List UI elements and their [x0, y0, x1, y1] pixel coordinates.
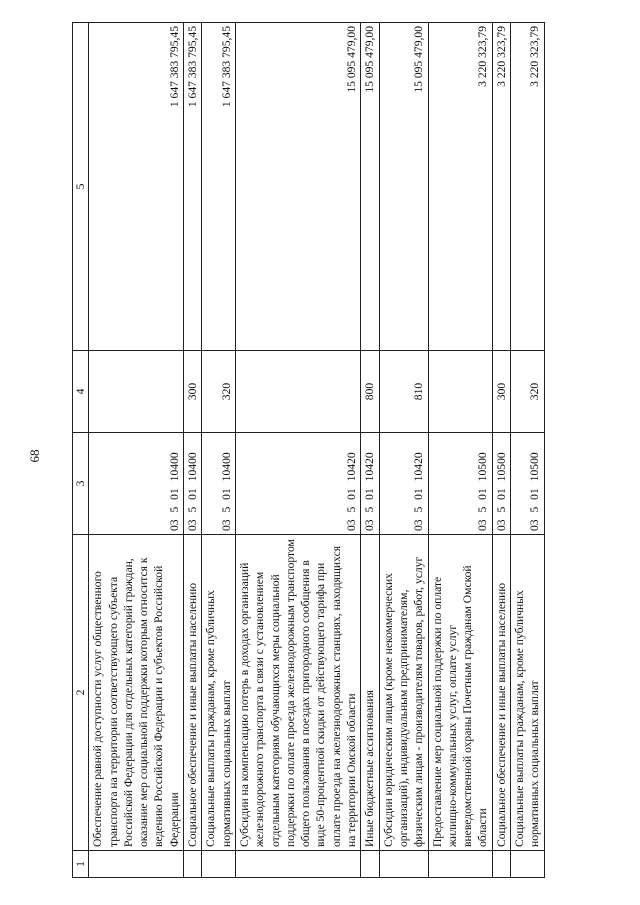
classification-code-cell: 03 5 01 10400 [202, 433, 236, 535]
column-header: 2 [73, 535, 89, 851]
classification-code-cell: 03 5 01 10400 [89, 433, 184, 535]
expense-type-cell: 810 [379, 351, 428, 433]
expense-name-cell: Социальное обеспечение и иные выплаты населению [492, 535, 510, 851]
first-column-cell [492, 851, 510, 878]
expense-name-cell: Социальные выплаты гражданам, кроме публичных нормативных социальных выплат [202, 535, 236, 851]
first-column-cell [184, 851, 202, 878]
first-column-cell [428, 851, 492, 878]
budget-table [72, 22, 545, 878]
column-header: 1 [73, 851, 89, 878]
amount-cell: 1 647 383 795,45 [184, 23, 202, 351]
header-row [73, 23, 89, 878]
first-column-cell [361, 851, 379, 878]
column-header: 3 [73, 433, 89, 535]
table-row [379, 23, 428, 878]
expense-type-cell: 800 [361, 351, 379, 433]
first-column-cell [379, 851, 428, 878]
amount-cell: 15 095 479,00 [379, 23, 428, 351]
table-row [428, 23, 492, 878]
first-column-cell [202, 851, 236, 878]
classification-code-cell: 03 5 01 10400 [184, 433, 202, 535]
expense-type-cell [235, 351, 360, 433]
first-column-cell [511, 851, 545, 878]
expense-name-cell: Социальные выплаты гражданам, кроме публичных нормативных социальных выплат [511, 535, 545, 851]
first-column-cell [235, 851, 360, 878]
classification-code-cell: 03 5 01 10420 [235, 433, 360, 535]
amount-cell: 3 220 323,79 [492, 23, 510, 351]
amount-cell: 1 647 383 795,45 [89, 23, 184, 351]
amount-cell: 3 220 323,79 [511, 23, 545, 351]
amount-cell: 15 095 479,00 [361, 23, 379, 351]
expense-type-cell [89, 351, 184, 433]
classification-code-cell: 03 5 01 10500 [511, 433, 545, 535]
amount-cell: 3 220 323,79 [428, 23, 492, 351]
table-row [202, 23, 236, 878]
expense-type-cell: 300 [492, 351, 510, 433]
expense-name-cell: Субсидии на компенсацию потерь в доходах организаций железнодорожного транспорта в связи с установлением отдельным категориям обучающихся меры социальной поддержки по оплате проезда железнодорожным транспортом общего пользования в поездах пригородного сообщения в виде 50-процентной скидки от действующего тарифа при оплате проезда на железнодорожных станциях, находящихся на территории Омской области [235, 535, 360, 851]
expense-type-cell: 320 [202, 351, 236, 433]
expense-type-cell: 300 [184, 351, 202, 433]
table-row [184, 23, 202, 878]
table-row [235, 23, 360, 878]
amount-cell: 1 647 383 795,45 [202, 23, 236, 351]
amount-cell: 15 095 479,00 [235, 23, 360, 351]
page-number: 68 [27, 449, 42, 463]
table-row [89, 23, 184, 878]
table-row [511, 23, 545, 878]
first-column-cell [89, 851, 184, 878]
expense-type-cell [428, 351, 492, 433]
classification-code-cell: 03 5 01 10420 [361, 433, 379, 535]
expense-name-cell: Предоставление мер социальной поддержки по оплате жилищно-коммунальных услуг, оплате услуг вневедомственной охраны Почетным гражданам Омской области [428, 535, 492, 851]
classification-code-cell: 03 5 01 10500 [492, 433, 510, 535]
expense-name-cell: Социальное обеспечение и иные выплаты населению [184, 535, 202, 851]
expense-name-cell: Субсидии юридическим лицам (кроме некоммерческих организаций), индивидуальным предпринимателям, физическим лицам - производителям товаров, работ, услуг [379, 535, 428, 851]
classification-code-cell: 03 5 01 10420 [379, 433, 428, 535]
rotated-page-content [72, 23, 567, 878]
expense-name-cell: Обеспечение равной доступности услуг общественного транспорта на территории соответствующего субъекта Российской Федерации для отдельных категорий граждан, оказание мер социальной поддержки которым относится к ведению Российской Федерации и субъектов Российской Федерации [89, 535, 184, 851]
expense-type-cell: 320 [511, 351, 545, 433]
column-header: 5 [73, 23, 89, 351]
classification-code-cell: 03 5 01 10500 [428, 433, 492, 535]
table-row [492, 23, 510, 878]
column-header: 4 [73, 351, 89, 433]
expense-name-cell: Иные бюджетные ассигнования [361, 535, 379, 851]
table-row [361, 23, 379, 878]
